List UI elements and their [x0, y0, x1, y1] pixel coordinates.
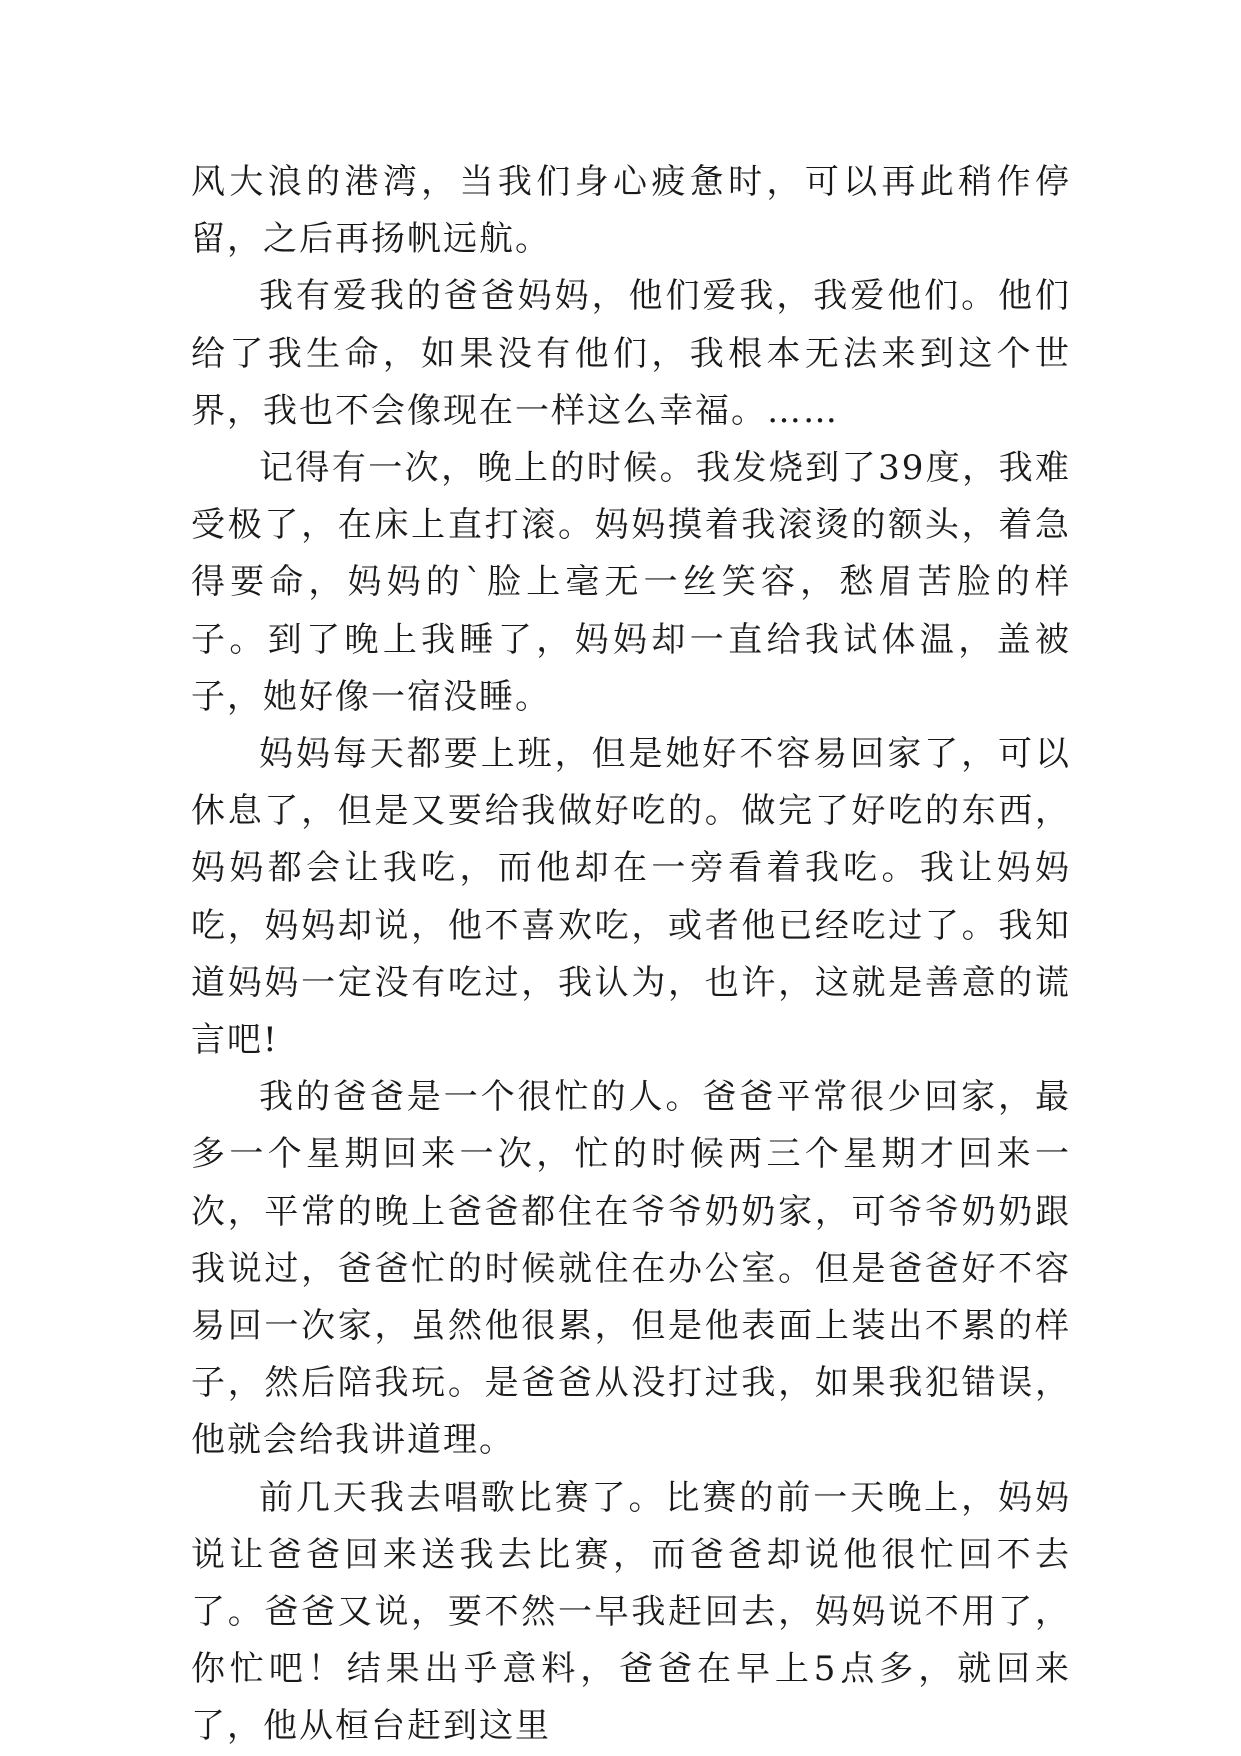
paragraph-1: 风大浪的港湾，当我们身心疲惫时，可以再此稍作停留，之后再扬帆远航。 [191, 162, 1071, 260]
paragraph-5: 我的爸爸是一个很忙的人。爸爸平常很少回家，最多一个星期回来一次，忙的时候两三个星期才回来一次，平常的晚上爸爸都住在爷爷奶奶家，可爷爷奶奶跟我说过，爸爸忙的时候就住在办公室。但是爸爸好不容易回一次家，虽然他很累，但是他表面上装出不累的样子，然后陪我玩。是爸爸从没打过我，如果我犯错误，他就会给我讲道理。 [191, 1077, 1071, 1461]
document-body [191, 154, 1071, 1756]
paragraph-3: 记得有一次，晚上的时候。我发烧到了39度，我难受极了，在床上直打滚。妈妈摸着我滚烫的额头，着急得要命，妈妈的`脸上毫无一丝笑容，愁眉苦脸的样子。到了晚上我睡了，妈妈却一直给我试体温，盖被子，她好像一宿没睡。 [191, 448, 1071, 717]
paragraph-2: 我有爱我的爸爸妈妈，他们爱我，我爱他们。他们给了我生命，如果没有他们，我根本无法来到这个世界，我也不会像现在一样这么幸福。…… [191, 276, 1071, 431]
paragraph-4: 妈妈每天都要上班，但是她好不容易回家了，可以休息了，但是又要给我做好吃的。做完了好吃的东西，妈妈都会让我吃，而他却在一旁看着我吃。我让妈妈吃，妈妈却说，他不喜欢吃，或者他已经吃过了。我知道妈妈一定没有吃过，我认为，也许，这就是善意的谎言吧! [191, 734, 1071, 1061]
paragraph-6: 前几天我去唱歌比赛了。比赛的前一天晚上，妈妈说让爸爸回来送我去比赛，而爸爸却说他很忙回不去了。爸爸又说，要不然一早我赶回去，妈妈说不用了，你忙吧！结果出乎意料，爸爸在早上5点多，就回来了，他从桓台赶到这里 [191, 1477, 1071, 1747]
